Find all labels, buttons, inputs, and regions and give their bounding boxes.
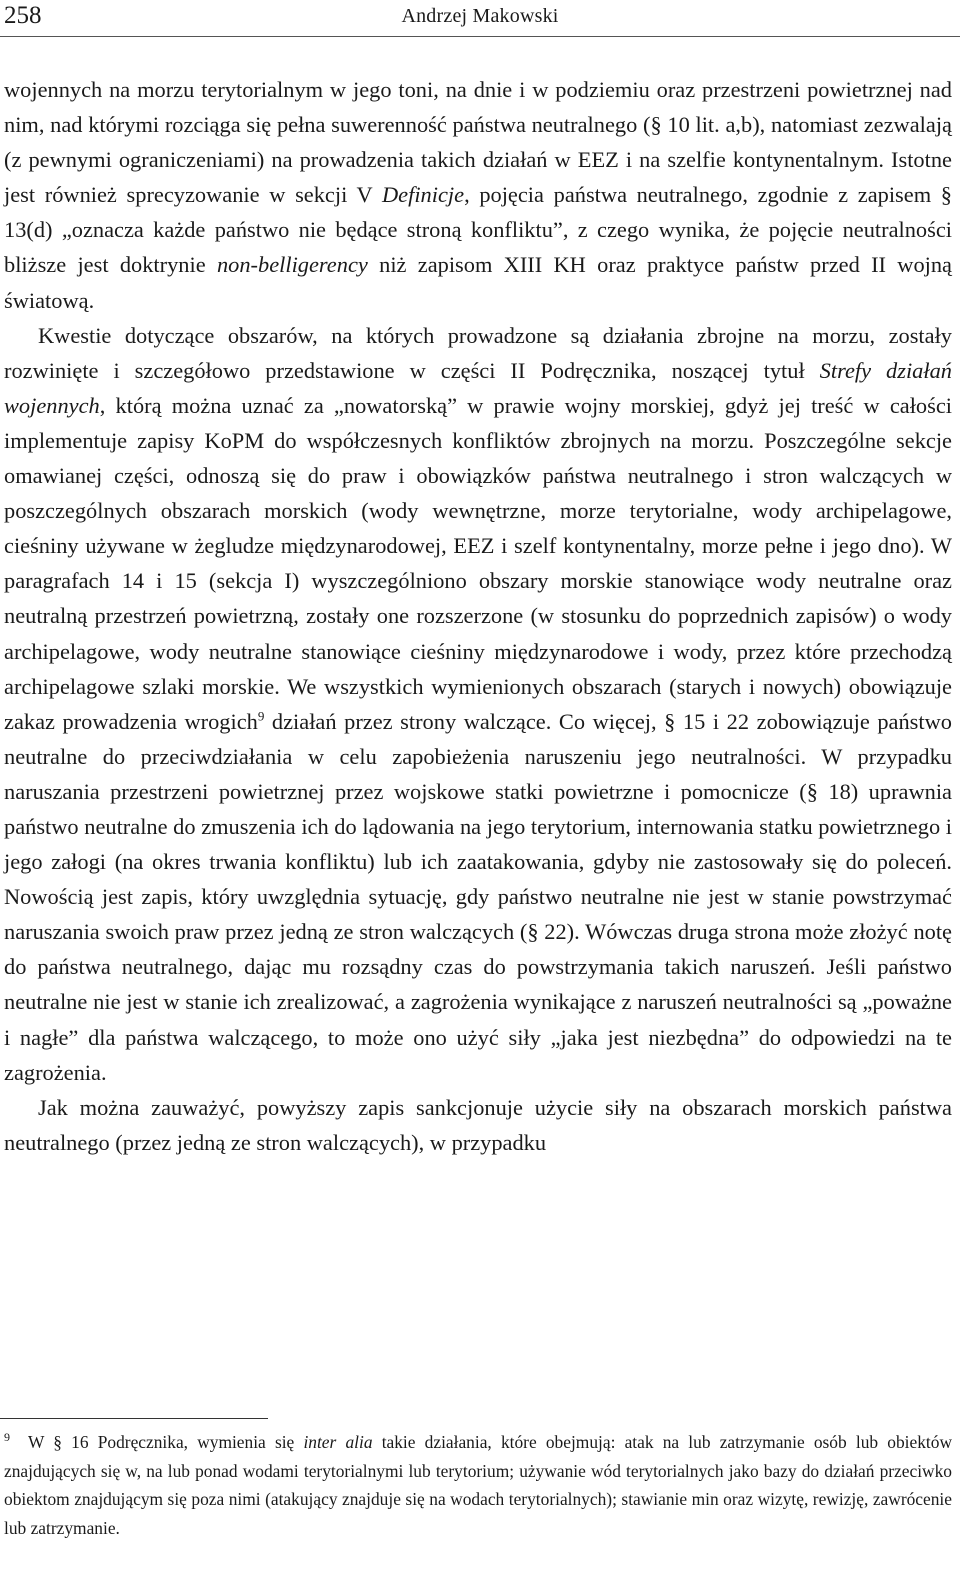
- paragraph-2: [4, 318, 952, 1090]
- page-number: 258: [4, 2, 42, 29]
- paragraph-1-text-c: , pojęcia państwa neutralnego, zgodnie z zapisem § 13(d) „oznacza każde państwo nie będące stroną konfliktu”, z czego wynika, że pojęcie neutralności bliższe jest doktrynie: [4, 182, 952, 278]
- paragraph-2-text-c: , którą można uznać za „nowatorską” w prawie wojny morskiej, gdyż jej treść w całości implementuje zapisy KoPM do współczesnych konfliktów zbrojnych na morzu. Poszczególne sekcje omawianej części, odnoszą się do praw i obowiązków państwa neutralnego i stron walczących w poszczególnych obszarach morskich (wody wewnętrzne, morze terytorialne, wody archipelagowe, cieśniny używane w żegludze międzynarodowej, EEZ i szelf kontynentalny, morze pełne i jego dno). W paragrafach 14 i 15 (sekcja I) wyszczególniono obszary morskie stanowiące wody neutralne oraz neutralną przestrzeń powietrzną, zostały one rozszerzone (w stosunku do poprzednich zapisów) o wody archipelagowe, wody neutralne stanowiące cieśniny międzynarodowe i wody, przez które przechodzą archipelagowe szlaki morskie. We wszystkich wymienionych obszarach (starych i nowych) obowiązuje zakaz prowadzenia wrogich: [4, 392, 952, 734]
- paragraph-3: Jak można zauważyć, powyższy zapis sankcjonuje użycie siły na obszarach morskich państwa neutralnego (przez jedną ze stron walczących), w przypadku: [4, 1094, 952, 1155]
- footnote-text-c: takie działania, które obejmują: atak na lub zatrzymanie osób lub obiektów znajdujących się w, na lub ponad wodami terytorialnymi lub terytorium; używanie wód terytorialnych jako bazy do działań przeciwko obiektom znajdującym się poza nimi (atakujący znajduje się na wodach terytorialnych); stawianie min oraz wizytę, rewizję, zawrócenie lub zatrzymanie.: [4, 1432, 952, 1538]
- page-header: [0, 0, 960, 37]
- footnote: [4, 1428, 952, 1542]
- running-head-author: Andrzej Makowski: [401, 5, 559, 27]
- paragraph-1-text-e: niż zapisom XIII KH oraz praktyce państw przed II wojną światową.: [4, 252, 952, 313]
- paragraph-1: [4, 72, 952, 318]
- paragraph-2-text-a: Kwestie dotyczące obszarów, na których prowadzone są działania zbrojne na morzu, zostały rozwinięte i szczegółowo przedstawione w części II Podręcznika, noszącej tytuł: [4, 322, 952, 383]
- term-inter-alia: inter alia: [303, 1432, 373, 1452]
- paragraph-2-text-d: działań przez strony walczące. Co więcej, § 15 i 22 zobowiązuje państwo neutralne do przeciwdziałania w celu zapobieżenia naruszeniu jego neutralności. W przypadku naruszania przestrzeni powietrznej przez wojskowe statki powietrzne i pomocnicze (§ 18) uprawnia państwo neutralne do zmuszenia ich do lądowania na jego terytorium, internowania statku powietrznego i jego załogi (na okres trwania konfliktu) lub ich zaatakowania, gdyby nie zastosowały się do poleceń. Nowością jest zapis, który uwzględnia sytuację, gdy państwo neutralne nie jest w stanie powstrzymać naruszania swoich praw przez jedną ze stron walczących (§ 22). Wówczas druga strona może złożyć notę do państwa neutralnego, dając mu rozsądny czas do powstrzymania takich naruszeń. Jeśli państwo neutralne nie jest w stanie ich zrealizować, a zagrożenia wynikające z naruszeń neutralności są „poważne i nagłe” dla państwa walczącego, to może ono użyć siły „jaka jest niezbędna” do odpowiedzi na te zagrożenia.: [4, 708, 952, 1085]
- body-text: [4, 72, 952, 1160]
- paragraph-1-text-a: wojennych na morzu terytorialnym w jego toni, na dnie i w podziemiu oraz przestrzeni powietrznej nad nim, nad którymi rozciąga się pełna suwerenność państwa neutralnego (§ 10 lit. a,b), natomiast zezwalają (z pewnymi ograniczeniami) na prowadzenia takich działań w EEZ i na szelfie kontynentalnym. Istotne jest również sprecyzowanie w sekcji V: [4, 77, 952, 208]
- footnote-reference[interactable]: 9: [257, 708, 265, 724]
- term-strefy-dzialan-wojennych: Strefy działań wojennych: [4, 357, 952, 418]
- footnote-divider: [0, 1418, 268, 1419]
- footnote-number: 9: [4, 1430, 10, 1445]
- footnote-text-a: W § 16 Podręcznika, wymienia się: [28, 1432, 304, 1452]
- term-definicje: Definicje: [381, 182, 465, 208]
- term-non-belligerency: non-belligerency: [216, 252, 368, 278]
